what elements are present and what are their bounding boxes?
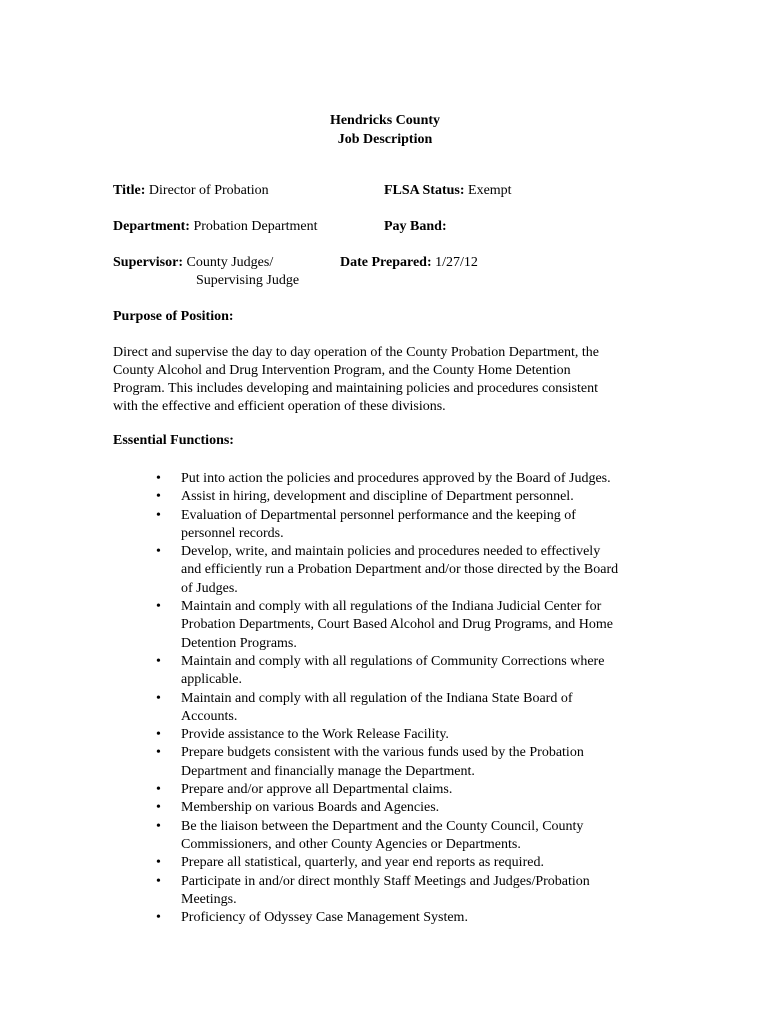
bullet-icon: •: [156, 599, 161, 615]
function-item-text: Probation Departments, Court Based Alcohol and Drug Programs, and Home: [181, 617, 613, 633]
date-label: Date Prepared:: [340, 255, 432, 270]
function-item-text: Commissioners, and other County Agencies or Departments.: [181, 836, 521, 852]
department-field: [113, 218, 318, 236]
bullet-icon: •: [156, 873, 161, 889]
function-item-text: Prepare all statistical, quarterly, and year end reports as required.: [181, 855, 544, 871]
purpose-line: Direct and supervise the day to day operation of the County Probation Department, the: [113, 345, 599, 360]
bullet-icon: •: [156, 544, 161, 560]
function-item-text: Prepare and/or approve all Departmental claims.: [181, 782, 453, 798]
department-label: Department:: [113, 219, 190, 234]
bullet-icon: •: [156, 489, 161, 505]
function-item-text: Maintain and comply with all regulations of the Indiana Judicial Center for: [181, 599, 602, 615]
flsa-field: [384, 182, 512, 200]
function-item: [152, 818, 672, 855]
bullet-icon: •: [156, 782, 161, 798]
function-item-text: Department and financially manage the Department.: [181, 763, 475, 779]
function-item-text: applicable.: [181, 672, 243, 688]
function-item: [152, 799, 672, 817]
county-name: Hendricks County: [329, 113, 441, 128]
function-item-text: Maintain and comply with all regulations of Community Corrections where: [181, 653, 605, 669]
date-prepared-field: [340, 254, 478, 272]
payband-field: [384, 218, 447, 236]
department-value: Probation Department: [193, 219, 318, 234]
bullet-icon: •: [156, 690, 161, 706]
function-item: [152, 507, 672, 544]
purpose-heading: Purpose of Position:: [113, 309, 234, 324]
function-item: [152, 470, 672, 488]
bullet-icon: •: [156, 507, 161, 523]
function-item: [152, 653, 672, 690]
function-item-text: Develop, write, and maintain policies and procedures needed to effectively: [181, 544, 601, 560]
function-item-text: Membership on various Boards and Agencies.: [181, 800, 440, 816]
supervisor-field: [113, 254, 273, 272]
bullet-icon: •: [156, 745, 161, 761]
function-item-text: Be the liaison between the Department and the County Council, County: [181, 818, 584, 834]
bullet-icon: •: [156, 855, 161, 871]
function-item-text: Assist in hiring, development and discipline of Department personnel.: [181, 489, 574, 505]
function-item: [152, 690, 672, 727]
function-item: [152, 854, 672, 872]
purpose-paragraph: [113, 344, 658, 416]
bullet-icon: •: [156, 727, 161, 743]
function-item-text: Meetings.: [181, 891, 237, 907]
function-item: [152, 543, 672, 598]
purpose-line: Program. This includes developing and maintaining policies and procedures consistent: [113, 381, 598, 396]
supervisor-label: Supervisor:: [113, 255, 183, 270]
function-item: [152, 909, 672, 927]
function-item: [152, 873, 672, 910]
function-item-text: Maintain and comply with all regulation of the Indiana State Board of: [181, 690, 573, 706]
function-item-text: Put into action the policies and procedures approved by the Board of Judges.: [181, 471, 611, 486]
essential-functions-list: [152, 470, 672, 927]
title-value: Director of Probation: [148, 183, 269, 198]
purpose-line: County Alcohol and Drug Intervention Program, and the County Home Detention: [113, 363, 571, 378]
supervisor-value-1: County Judges/: [186, 255, 274, 270]
function-item: [152, 781, 672, 799]
function-item: [152, 598, 672, 653]
bullet-icon: •: [156, 818, 161, 834]
flsa-label: FLSA Status:: [384, 183, 465, 198]
function-item-text: Participate in and/or direct monthly Staff Meetings and Judges/Probation: [181, 873, 590, 889]
function-item-text: Proficiency of Odyssey Case Management System.: [181, 910, 468, 926]
function-item-text: Detention Programs.: [181, 635, 297, 651]
title-label: Title:: [113, 183, 146, 198]
bullet-icon: •: [156, 910, 161, 926]
title-field: [113, 182, 269, 200]
functions-heading: Essential Functions:: [113, 433, 234, 448]
function-item-text: Evaluation of Departmental personnel performance and the keeping of: [181, 507, 576, 523]
function-item-text: Prepare budgets consistent with the various funds used by the Probation: [181, 745, 584, 761]
payband-label: Pay Band:: [384, 219, 447, 234]
bullet-icon: •: [156, 800, 161, 816]
bullet-icon: •: [156, 653, 161, 669]
function-item-text: and efficiently run a Probation Department and/or those directed by the Board: [181, 562, 619, 578]
flsa-value: Exempt: [468, 183, 512, 198]
function-item-text: personnel records.: [181, 525, 284, 541]
supervisor-value-2: Supervising Judge: [196, 273, 300, 288]
document-header: [0, 111, 770, 149]
date-value: 1/27/12: [435, 255, 478, 270]
function-item: [152, 726, 672, 744]
function-item: [152, 744, 672, 781]
document-type: Job Description: [337, 132, 433, 147]
function-item-text: Accounts.: [181, 708, 238, 724]
function-item: [152, 488, 672, 506]
function-item-text: Provide assistance to the Work Release Facility.: [181, 727, 449, 743]
purpose-line: with the effective and efficient operation of these divisions.: [113, 399, 446, 414]
function-item-text: of Judges.: [181, 580, 238, 596]
bullet-icon: •: [156, 471, 161, 486]
